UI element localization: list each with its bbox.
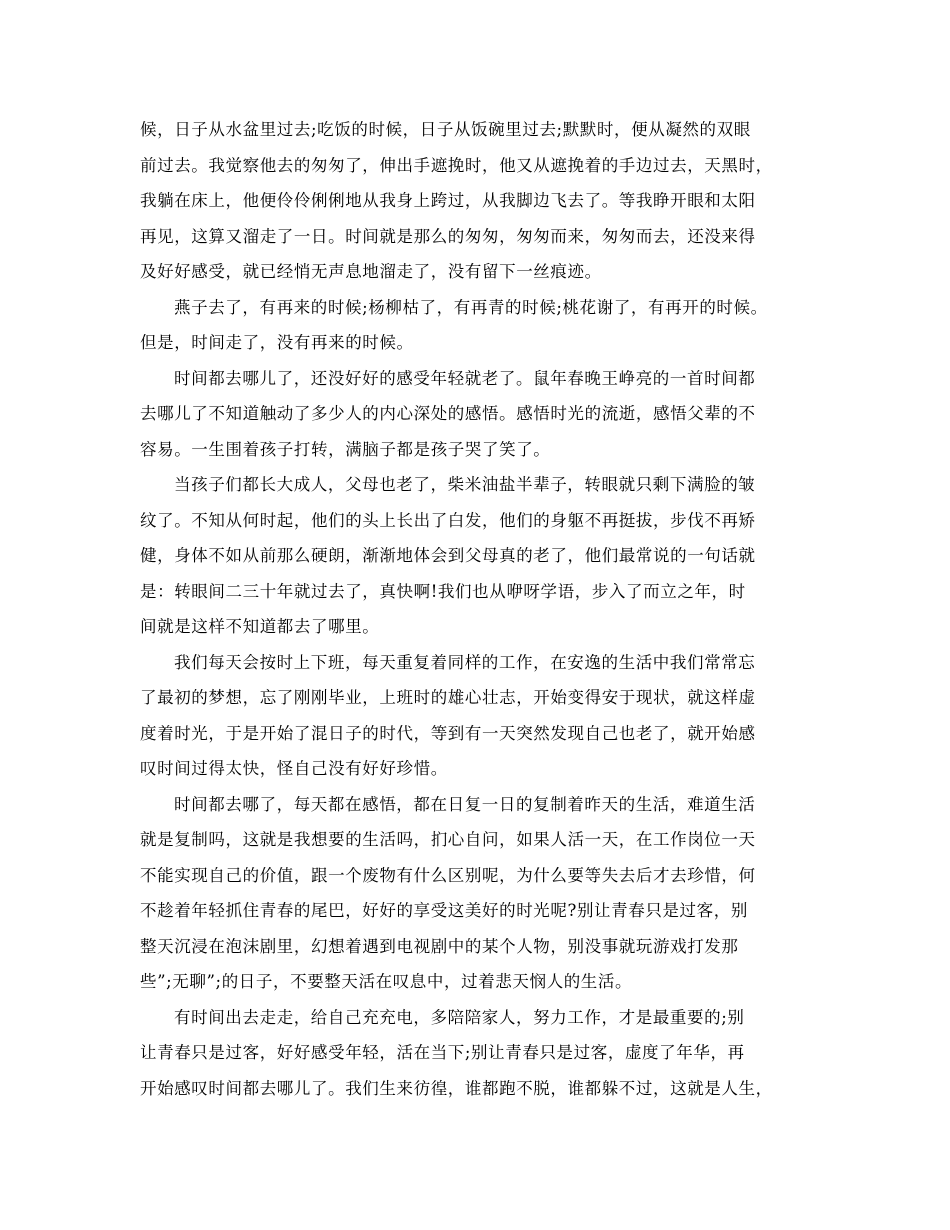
text-line: 开始感叹时间都去哪儿了。我们生来彷徨，谁都跑不脱，谁都躲不过，这就是人生， <box>140 1078 773 1098</box>
text-line: 不能实现自己的价值，跟一个废物有什么区别呢，为什么要等失去后才去珍惜，何 <box>140 865 756 885</box>
text-line: 是：转眼间二三十年就过去了，真快啊!我们也从咿呀学语，步入了而立之年，时 <box>140 581 746 601</box>
text-line: 了最初的梦想，忘了刚刚毕业，上班时的雄心壮志，开始变得安于现状，就这样虚 <box>140 688 756 707</box>
text-line: 我们每天会按时上下班，每天重复着同样的工作，在安逸的生活中我们常常忘 <box>174 652 756 672</box>
paragraph-3 <box>140 361 824 468</box>
text-line: 间就是这样不知道都去了哪里。 <box>140 617 380 636</box>
document-body <box>140 112 824 1106</box>
text-line: 我躺在床上，他便伶伶俐俐地从我身上跨过，从我脚边飞去了。等我睁开眼和太阳 <box>140 191 756 210</box>
text-line: 让青春只是过客，好好感受年轻，活在当下;别让青春只是过客，虚度了年华，再 <box>140 1043 745 1062</box>
paragraph-4 <box>140 467 824 645</box>
text-line: 候，日子从水盆里过去;吃饭的时候，日子从饭碗里过去;默默时，便从凝然的双眼 <box>140 120 751 139</box>
text-line: 整天沉浸在泡沫剧里，幻想着遇到电视剧中的某个人物，别没事就玩游戏打发那 <box>140 936 739 956</box>
text-line: 但是，时间走了，没有再来的时候。 <box>140 333 414 352</box>
paragraph-7 <box>140 1000 824 1107</box>
text-line: 健，身体不如从前那么硬朗，渐渐地体会到父母真的老了，他们最常说的一句话就 <box>140 546 756 565</box>
text-line: 叹时间过得太快，怪自己没有好好珍惜。 <box>140 759 448 778</box>
text-line: 时间都去哪儿了，还没好好的感受年轻就老了。鼠年春晚王峥亮的一首时间都 <box>174 368 756 388</box>
text-line: 有时间出去走走，给自己充充电，多陪陪家人，努力工作，才是最重要的;别 <box>174 1007 745 1027</box>
text-line: 及好好感受，就已经悄无声息地溜走了，没有留下一丝痕迹。 <box>140 262 602 281</box>
text-line: 前过去。我觉察他去的匆匆了，伸出手遮挽时，他又从遮挽着的手边过去，天黑时， <box>140 155 773 175</box>
paragraph-5 <box>140 645 824 787</box>
paragraph-2 <box>140 290 824 361</box>
text-line: 燕子去了，有再来的时候;杨柳枯了，有再青的时候;桃花谢了，有再开的时候。 <box>174 297 768 317</box>
text-line: 时间都去哪了，每天都在感悟，都在日复一日的复制着昨天的生活，难道生活 <box>174 794 756 814</box>
text-line: 去哪儿了不知道触动了多少人的内心深处的感悟。感悟时光的流逝，感悟父辈的不 <box>140 404 756 423</box>
text-line: 些”;无聊”;的日子，不要整天活在叹息中，过着悲天悯人的生活。 <box>140 972 633 991</box>
text-line: 不趁着年轻抓住青春的尾巴，好好的享受这美好的时光呢?别让青春只是过客，别 <box>140 901 748 920</box>
text-line: 再见，这算又溜走了一日。时间就是那么的匆匆，匆匆而来，匆匆而去，还没来得 <box>140 226 756 246</box>
text-line: 度着时光，于是开始了混日子的时代，等到有一天突然发现自己也老了，就开始感 <box>140 723 756 743</box>
text-line: 容易。一生围着孩子打转，满脑子都是孩子哭了笑了。 <box>140 439 551 459</box>
text-line: 就是复制吗，这就是我想要的生活吗，扪心自问，如果人活一天，在工作岗位一天 <box>140 830 756 849</box>
paragraph-1 <box>140 112 824 290</box>
paragraph-6 <box>140 787 824 1000</box>
text-line: 纹了。不知从何时起，他们的头上长出了白发，他们的身躯不再挺拔，步伐不再矫 <box>140 510 756 530</box>
text-line: 当孩子们都长大成人，父母也老了，柴米油盐半辈子，转眼就只剩下满脸的皱 <box>174 475 756 494</box>
